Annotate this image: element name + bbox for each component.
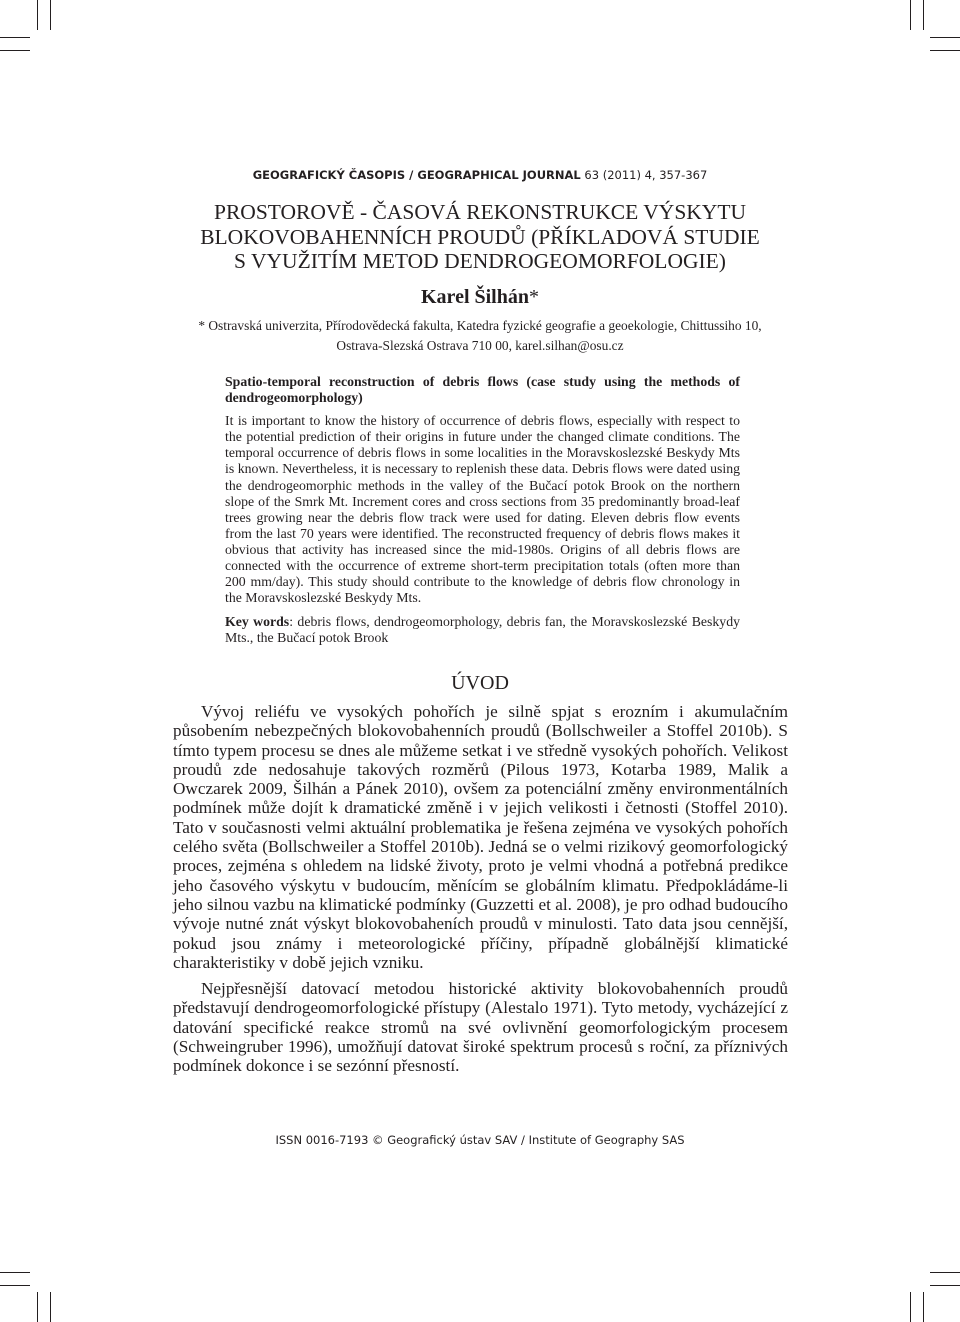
crop-mark-top-left-vertical-inner [50,0,51,30]
keywords-text: : debris flows, dendrogeomorphology, debris fan, the Moravskoslezské Beskydy Mts., the Bučací potok Brook [225,614,740,646]
paragraph: Vývoj reliéfu ve vysokých pohořích je silně spjat s erozním i akumulačním působením nebezpečných blokovobahenních proudů (Bollschweiler a Stoffel 2010b). S tímto typem procesu se dnes ale můžeme setkat i ve středně vysokých pohořích. Velikost proudů zde nedosahuje takových rozměrů (Pilous 1973, Kotarba 1989, Malik a Owczarek 2009, Šilhán a Pánek 2010), ovšem za potenciální změny environmentálních podmínek může dojít k dramatické změně i v jejich velikosti i četnosti (Stoffel 2010). Tato v současnosti velmi aktuální problematika je řešena zejména ve vysokých pohořích celého světa (Bollschweiler a Stoffel 2010b). Jedná se o velmi rizikový geomorfologický proces, zejména s ohledem na lidské životy, proto je velmi vhodná a potřebná predikce jeho časového výskytu v budoucím, měnícím se globálním klimatu. Předpokládáme-li jeho silnou vazbu na klimatické podmínky (Guzzetti et al. 2008), je pro odhad budoucího vývoje nutné znát výskyt blokovobaheních proudů v minulosti. Tato data jsou cennější, pokud jsou známy i meteorologické příčiny, případně globálnější klimatické charakteristiky v době jejich vzniku. [173,702,788,972]
journal-issue: 63 (2011) 4, 357-367 [584,168,708,182]
abstract-title: Spatio-temporal reconstruction of debris flows (case study using the methods of dendrogeomorphology) [225,374,740,406]
crop-mark-bottom-right-horizontal [930,1272,960,1273]
author-name: Karel Šilhán [421,286,529,308]
crop-mark-bottom-left-horizontal [0,1272,30,1273]
abstract-body: It is important to know the history of occurrence of debris flows, especially with respect to the potential prediction of their origins in future under the changed climate conditions. The temporal occurrence of debris flows in some localities in the Moravskoslezské Beskydy Mts is known. Nevertheless, it is necessary to replenish these data. Debris flows were dated using the dendrogeomorphic methods in the valley of the Bučací potok Brook on the northern slope of the Smrk Mt. Increment cores and cross sections from 35 predominantly broad-leaf trees growing near the debris flow track were used for dating. Eleven debris flow events from the last 70 years were identified. The reconstructed frequency of debris flows makes it obvious that activity has increased since the mid-1980s. Origins of all debris flows are connected with the occurrence of extreme short-term precipitation totals (often more than 200 mm/day). This study should contribute to the knowledge of debris flow chronology in the Moravskoslezské Beskydy Mts. [225,413,740,606]
crop-mark-top-left-vertical [37,0,38,30]
abstract [225,374,740,647]
running-head [0,168,960,182]
author-mark: * [529,286,539,308]
affiliation-line: Ostrava-Slezská Ostrava 710 00, karel.silhan@osu.cz [336,338,624,353]
affiliation [150,316,810,356]
author [0,286,960,309]
affiliation-line: * Ostravská univerzita, Přírodovědecká fakulta, Katedra fyzické geografie a geoekologie, Chittussiho 10, [198,318,762,333]
title-line: S VYUŽITÍM METOD DENDROGEOMORFOLOGIE) [234,249,726,273]
crop-mark-bottom-right-vertical [910,1292,911,1322]
journal-name: GEOGRAFICKÝ ČASOPIS / GEOGRAPHICAL JOURNAL [252,168,581,182]
title-line: PROSTOROVĚ - ČASOVÁ REKONSTRUKCE VÝSKYTU [214,200,746,224]
keywords [225,614,740,646]
crop-mark-top-right-horizontal [930,37,960,38]
crop-mark-bottom-left-horizontal-inner [0,1285,30,1286]
crop-mark-bottom-right-horizontal-inner [930,1285,960,1286]
crop-mark-top-right-vertical [910,0,911,30]
body-text [173,702,788,1083]
paragraph: Nejpřesnější datovací metodou historické aktivity blokovobahenních proudů představují dendrogeomorfologické přístupy (Alestalo 1971). Tyto metody, vycházející z datování specifické reakce stromů na své ovlivnění geomorfologickým procesem (Schweingruber 1996), umožňují datovat široké spektrum procesů s roční, za příznivých podmínek dokonce i se sezónní přesností. [173,979,788,1076]
section-heading: ÚVOD [451,672,509,694]
crop-mark-bottom-left-vertical-inner [50,1292,51,1322]
article-title [150,200,810,274]
crop-mark-top-right-vertical-inner [923,0,924,30]
crop-mark-top-right-horizontal-inner [930,50,960,51]
crop-mark-top-left-horizontal-inner [0,50,30,51]
title-line: BLOKOVOBAHENNÍCH PROUDŮ (PŘÍKLADOVÁ STUDIE [200,224,760,249]
footer: ISSN 0016-7193 © Geografický ústav SAV / Institute of Geography SAS [275,1133,685,1147]
crop-mark-bottom-left-vertical [37,1292,38,1322]
crop-mark-bottom-right-vertical-inner [923,1292,924,1322]
keywords-label: Key words [225,614,290,630]
crop-mark-top-left-horizontal [0,37,30,38]
